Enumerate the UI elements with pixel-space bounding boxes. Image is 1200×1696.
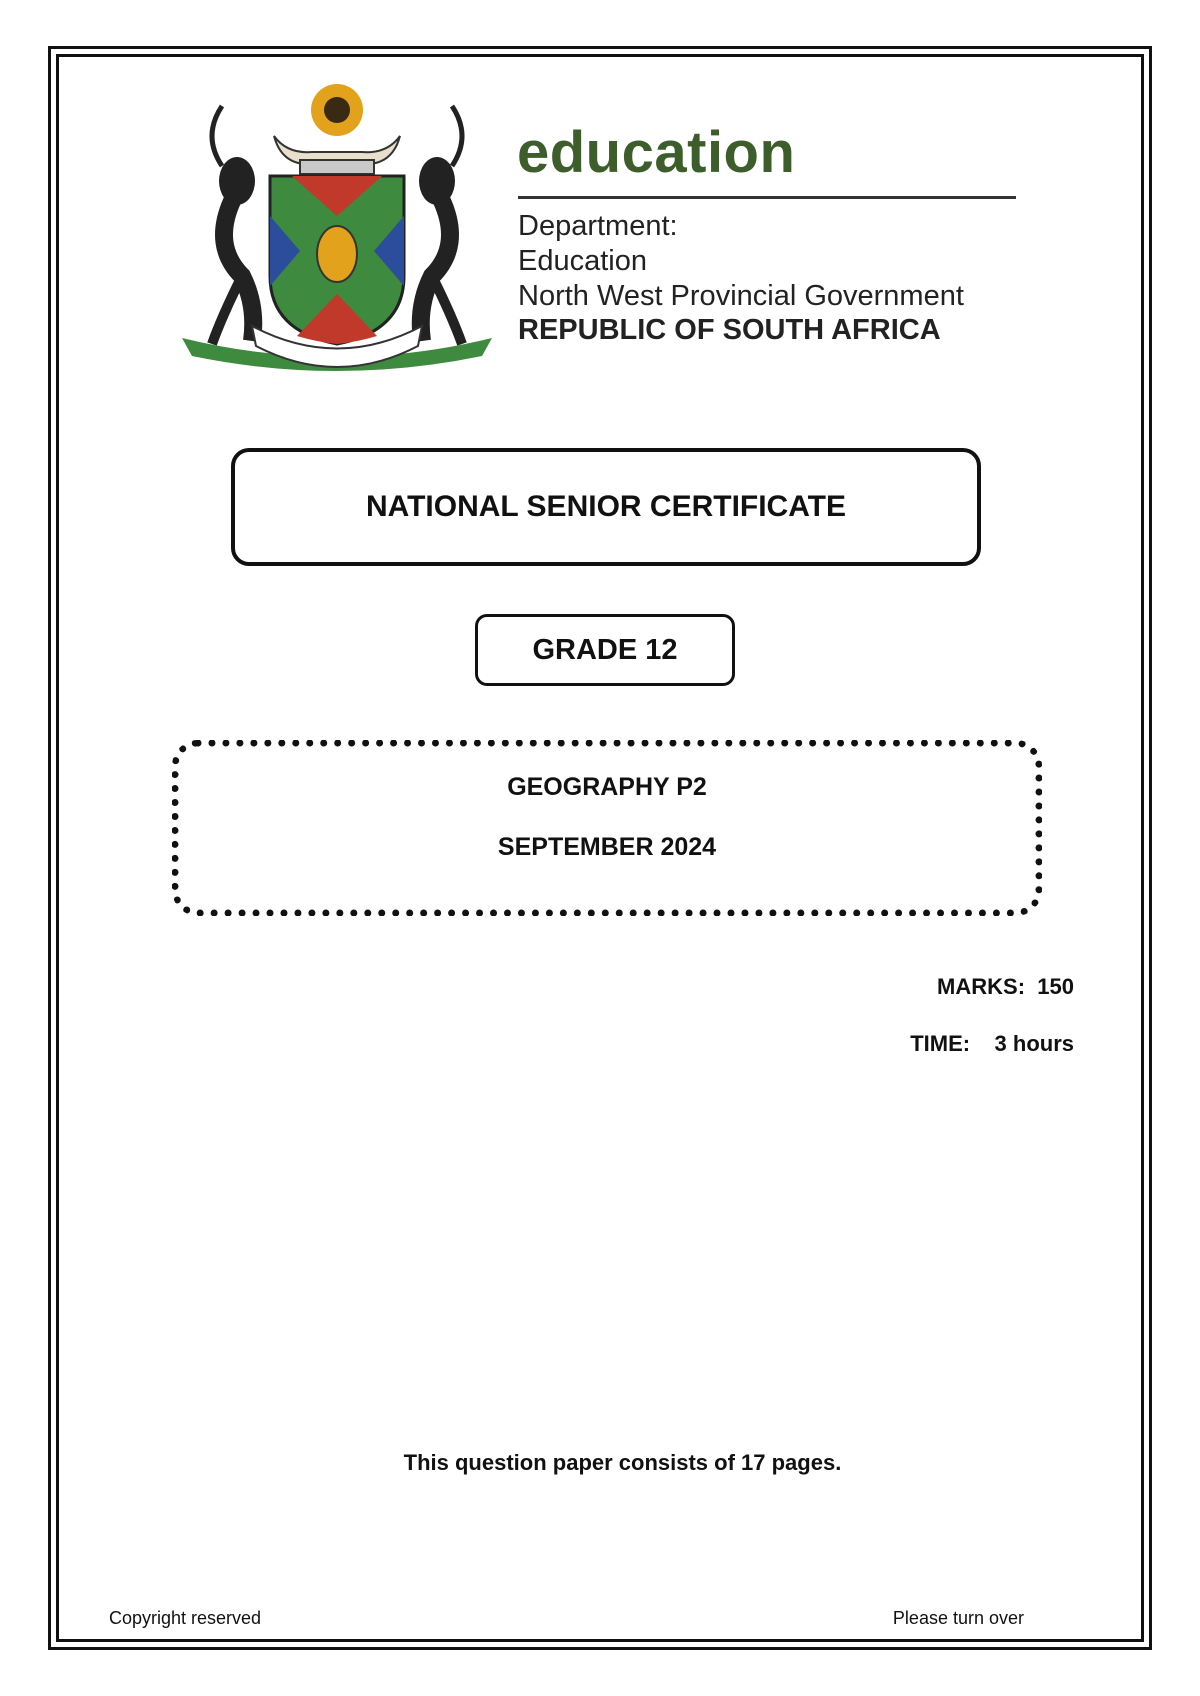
department-line-1: Department:: [518, 210, 678, 242]
department-line-4: REPUBLIC OF SOUTH AFRICA: [518, 314, 941, 346]
subject-box: [172, 740, 1042, 916]
marks-value: 150: [1037, 974, 1074, 999]
department-line-3: North West Provincial Government: [518, 280, 964, 312]
footer-turn-over: Please turn over: [892, 1608, 1024, 1628]
logo-wordmark: education: [517, 120, 796, 185]
marks-row: [937, 974, 1074, 1000]
subject-name: GEOGRAPHY P2: [507, 773, 707, 801]
time-row: [910, 1031, 1074, 1057]
time-label: TIME:: [910, 1031, 971, 1056]
marks-label: MARKS:: [937, 974, 1026, 999]
antelope-supporter-right-icon: [419, 106, 462, 344]
certificate-title: NATIONAL SENIOR CERTIFICATE: [231, 448, 981, 566]
page-count-note: This question paper consists of 17 pages.: [403, 1450, 842, 1475]
exam-session: SEPTEMBER 2024: [497, 833, 717, 861]
sunflower-icon: [311, 84, 363, 136]
antelope-supporter-left-icon: [212, 106, 255, 344]
department-line-2: Education: [518, 245, 647, 277]
logo-divider: [518, 196, 1016, 199]
time-value: 3 hours: [994, 1031, 1074, 1056]
footer-copyright: Copyright reserved: [109, 1608, 262, 1628]
coat-of-arms-crest: [182, 76, 492, 376]
grade-label: GRADE 12: [475, 614, 735, 686]
